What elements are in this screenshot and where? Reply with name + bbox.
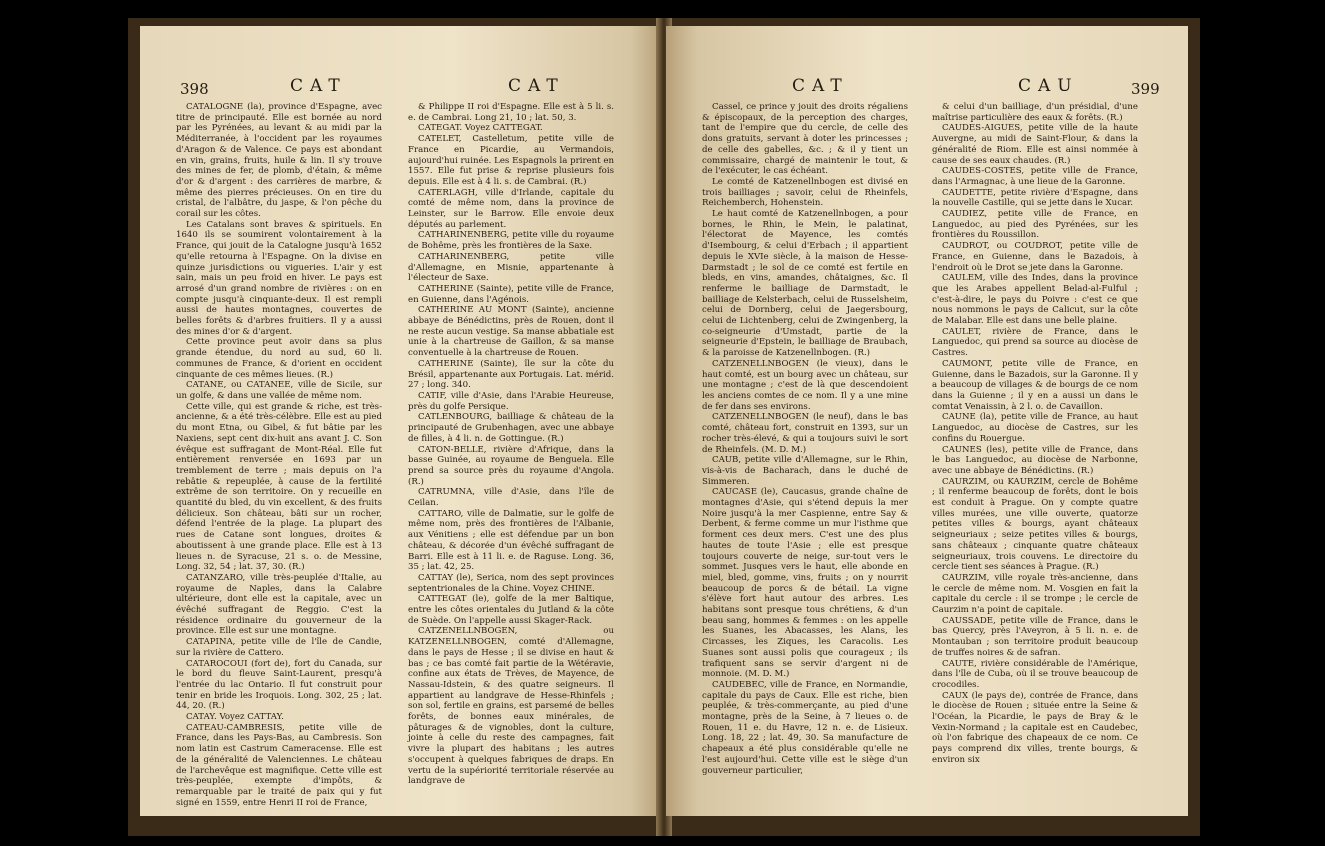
dictionary-entry: CAULEM, ville des Indes, dans la province que les Arabes appellent Belad-al-Fulful ; c'est-à-dire, le pays du Poivre : c'est ce que nous nommons le pays de Calicut, sur la côte de Malabar. Elle est dans une belle plaine. xyxy=(932,273,1138,327)
dictionary-entry: CATRUMNA, ville d'Asie, dans l'île de Ceilan. xyxy=(408,487,614,509)
right-page xyxy=(666,26,1188,816)
open-book xyxy=(128,18,1200,836)
dictionary-entry: CAUDETTE, petite rivière d'Espagne, dans la nouvelle Castille, qui se jette dans le Xucar. xyxy=(932,187,1138,209)
dictionary-entry: CAUDEBEC, ville de France, en Normandie, capitale du pays de Caux. Elle est riche, bien peuplée, & très-commerçante, au pied d'une montagne, près de la Seine, à 7 lieues o. de Rouen, 11 e. du Havre, 12 n. e. de Lisieux. Long. 18, 22 ; lat. 49, 30. Sa manufacture de chapeaux a été plus considérable qu'elle ne l'est aujourd'hui. Cette ville est le siège d'un gouverneur particulier, xyxy=(702,679,908,776)
dictionary-entry: CATTAY (le), Serica, nom des sept provinces septentrionales de la Chine. Voyez CHINE. xyxy=(408,572,614,594)
dictionary-entry: CAURZIM, ville royale très-ancienne, dans le cercle de même nom. M. Vosgien en fait la capitale du cercle : il se trompe ; le cercle de Caurzim n'a point de capitale. xyxy=(932,572,1138,616)
dictionary-entry: CATAY. Voyez CATTAY. xyxy=(186,712,284,723)
left-page xyxy=(140,26,662,816)
dictionary-entry: CATAROCOUI (fort de), fort du Canada, sur le bord du fleuve Saint-Laurent, presqu'à l'entrée du lac Ontario. Il fut construit pour tenir en bride les Iroquois. Long. 302, 25 ; lat. 44, 20. (R.) xyxy=(176,658,382,712)
dictionary-entry: CATANE, ou CATANEE, ville de Sicile, sur un golfe, & dans une vallée de même nom. xyxy=(176,380,382,401)
dictionary-entry: Cette ville, qui est grande & riche, est très-ancienne, & a été très-célèbre. Elle est au pied du mont Etna, ou Gibel, & fut bâtie par les Naxiens, sept cent dix-huit ans avant J. C. Son évêque est suffragant de Mont-Réal. Elle fut entièrement renversée en 1693 par un tremblement de terre ; mais depuis on l'a rebâtie & repeuplée, à cause de la fertilité extrême de son territoire. On y recueille en quantité du bled, du vin excellent, & des fruits délicieux. Son château, bâti sur un rocher, défend l'entrée de la plage. La plupart des rues de Catane sont longues, droites & aboutissent à une grande place. Elle est à 13 lieues n. de Syracuse, 21 s. o. de Messine, Long. 32, 54 ; lat. 37, 30. (R.) xyxy=(176,401,382,573)
running-header-right-2: CAU xyxy=(1018,76,1079,96)
dictionary-entry: CAUX (le pays de), contrée de France, dans le diocèse de Rouen ; située entre la Seine & l'Océan, la Picardie, le pays de Bray & le Vexin-Normand ; la capitale est en Caudebec, où l'on fabrique des chapeaux de ce nom. Ce pays comprend dix villes, trente bourgs, & environ six xyxy=(932,690,1138,765)
dictionary-entry: Les Catalans sont braves & spirituels. En 1640 ils se soumirent volontairement à la France, qui jouit de la Catalogne jusqu'à 1652 qu'elle retourna à l'Espagne. On la divise en quinze jurisdictions ou vigueries. L'air y est sain, mais un peu froid en hiver. Le pays est arrosé d'un grand nombre de rivières : on en compte jusqu'à cinquante-deux. Il est rempli aussi de hautes montagnes, couvertes de belles forêts & d'arbres fruitiers. Il y a aussi des mines d'or & d'argent. xyxy=(176,219,382,337)
dictionary-entry: CAUB, petite ville d'Allemagne, sur le Rhin, vis-à-vis de Bacharach, dans le duché de Simmeren. xyxy=(702,455,908,487)
dictionary-entry: CAUTE, rivière considérable de l'Amérique, dans l'île de Cuba, où il se trouve beaucoup de crocodiles. xyxy=(932,658,1138,690)
page-number-left: 398 xyxy=(180,80,209,98)
dictionary-entry: CAUNE (la), petite ville de France, au haut Languedoc, au diocèse de Castres, sur les confins du Rouergue. xyxy=(932,412,1138,444)
right-page-column-1 xyxy=(702,102,908,776)
dictionary-entry: CATHARINENBERG, petite ville d'Allemagne, en Misnie, appartenante à l'électeur de Saxe. xyxy=(408,251,614,284)
dictionary-entry: CATHERINE AU MONT (Sainte), ancienne abbaye de Bénédictins, près de Rouen, dont il ne reste aucun vestige. Sa manse abbatiale est unie à la chartreuse de Gaillon, & sa manse conventuelle à la chartreuse de Rouen. xyxy=(408,305,614,359)
dictionary-entry: CATTEGAT (le), golfe de la mer Baltique, entre les côtes orientales du Jutland & la côte de Suède. On l'appelle aussi Skager-Rack. xyxy=(408,594,614,626)
dictionary-entry: CATHERINE (Sainte), île sur la côte du Brésil, appartenante aux Portugais. Lat. mérid. 27 ; long. 340. xyxy=(408,358,614,391)
running-header-left-1: CAT xyxy=(290,76,347,96)
dictionary-entry: CAUDIEZ, petite ville de France, en Languedoc, au pied des Pyrénées, sur les frontières du Roussillon. xyxy=(932,209,1138,241)
dictionary-entry: & celui d'un bailliage, d'un présidial, d'une maîtrise particulière des eaux & forêts. (R.) xyxy=(932,102,1138,123)
dictionary-entry: CAUDES-AIGUES, petite ville de la haute Auvergne, au midi de Saint-Flour, & dans la généralité de Riom. Elle est ainsi nommée à cause de ses eaux chaudes. (R.) xyxy=(932,123,1138,166)
dictionary-entry: CATALOGNE (la), province d'Espagne, avec titre de principauté. Elle est bornée au nord par les Pyrénées, au levant & au midi par la Méditerranée, à l'occident par les royaumes d'Aragon & de Valence. Ce pays est abondant en vin, grains, fruits, huile & lin. Il s'y trouve des mines de fer, de plomb, d'étain, & même d'or & d'argent : des carrières de marbre, & même des pierres précieuses. On en tire du cristal, de l'albâtre, du jaspe, & l'on pêche du corail sur les côtes. xyxy=(176,102,382,220)
page-number-right: 399 xyxy=(1131,80,1160,98)
dictionary-entry: CATZENELLNBOGEN (le vieux), dans le haut comté, est un bourg avec un château, sur une montagne ; c'est de là que descendoient les anciens comtes de ce nom. Il y a une mine de fer dans ses environs. xyxy=(702,358,908,412)
dictionary-entry: Le comté de Katzenellnbogen est divisé en trois bailliages ; savoir, celui de Rheinfels, Reichemberch, Hohenstein. xyxy=(702,176,908,209)
dictionary-entry: Cassel, ce prince y jouit des droits régaliens & épiscopaux, de la perception des charges, tant de l'empire que du cercle, de celle des dons gratuits, servant à doter les princesses ; de celle des gabelles, &c. ; & il y tient un commissaire, chargé de maintenir le tout, & de l'exécuter, le cas échéant. xyxy=(702,102,908,177)
dictionary-entry: CATAPINA, petite ville de l'île de Candie, sur la rivière de Cattero. xyxy=(176,637,382,658)
dictionary-entry: CATZENELLNBOGEN, ou KATZENELLNBOGEN, comté d'Allemagne, dans le pays de Hesse ; il se divise en haut & bas ; ce bas comté fait partie de la Wétéravie, confine aux états de Trèves, de Mayence, de Nassau-Idstein, & des quatre seigneurs. Il appartient au landgrave de Hesse-Rhinfels ; son sol, fertile en grains, est parsemé de belles forêts, de bonnes eaux minérales, de pâturages & de vignobles, dont la culture, jointe à celle du reste des campagnes, fait vivre la plupart des habitans ; les autres s'occupent à quelques fabriques de draps. En vertu de la supériorité territoriale réservée au landgrave de xyxy=(408,626,614,787)
dictionary-entry: CAUDROT, ou COUDROT, petite ville de France, en Guienne, dans le Bazadois, à l'endroit où le Drot se jete dans la Garonne. xyxy=(932,241,1138,273)
dictionary-entry: CATEGAT. Voyez CATTEGAT. xyxy=(418,123,543,134)
dictionary-entry: CAURZIM, ou KAURZIM, cercle de Bohême ; il renferme beaucoup de forêts, dont le bois est conduit à Prague. On y compte quatre villes murées, une ville ouverte, quatorze petites villes & bourgs, ayant châteaux seigneuriaux ; seize petites villes & bourgs, sans châteaux ; cinquante quatre châteaux seigneuriaux, trois couvens. Le directoire du cercle tient ses séances à Prague. (R.) xyxy=(932,476,1138,573)
left-page-column-1 xyxy=(176,102,382,808)
dictionary-entry: CAUMONT, petite ville de France, en Guienne, dans le Bazadois, sur la Garonne. Il y a beaucoup de villages & de bourgs de ce nom dans la Guienne ; il y en a aussi un dans le comtat Venaissin, à 2 l. o. de Cavaillon. xyxy=(932,358,1138,412)
dictionary-entry: CATERLAGH, ville d'Irlande, capitale du comté de même nom, dans la province de Leinster, sur le Barrow. Elle envoie deux députés au parlement. xyxy=(408,187,614,230)
dictionary-entry: CATHERINE (Sainte), petite ville de France, en Guienne, dans l'Agénois. xyxy=(408,283,614,305)
dictionary-entry: CATTARO, ville de Dalmatie, sur le golfe de même nom, près des frontières de l'Albanie, aux Vénitiens ; elle est défendue par un bon château, & décorée d'un évêché suffragant de Barri. Elle est à 11 li. e. de Raguse. Long. 36, 35 ; lat. 42, 25. xyxy=(408,508,614,573)
dictionary-entry: CAUNES (les), petite ville de France, dans le bas Languedoc, au diocèse de Narbonne, avec une abbaye de Bénédictins. (R.) xyxy=(932,444,1138,476)
dictionary-entry: CATLENBOURG, bailliage & château de la principauté de Grubenhagen, avec une abbaye de filles, à 4 li. n. de Gottingue. (R.) xyxy=(408,412,614,444)
dictionary-entry: Le haut comté de Katzenellnbogen, a pour bornes, le Rhin, le Mein, le palatinat, l'électorat de Mayence, les comtés d'Isembourg, & celui d'Erbach ; il appartient depuis le XVIe siècle, à la maison de Hesse-Darmstadt ; le sol de ce comté est fertile en bleds, en vins, amandes, châtaignes, &c. Il renferme le bailliage de Darmstadt, le bailliage de Kelsterbach, celui de Russelsheim, celui de Dornberg, celui de Jaegersbourg, celui de Lichtenberg, celui de Zwingenberg, la co-seigneurie d'Umstadt, partie de la seigneurie d'Epstein, le bailliage de Braubach, & la paroisse de Katzenellnbogen. (R.) xyxy=(702,209,908,359)
running-header-left-2: CAT xyxy=(508,76,565,96)
dictionary-entry: CAULET, rivière de France, dans le Languedoc, qui prend sa source au diocèse de Castres. xyxy=(932,326,1138,359)
dictionary-entry: CAUCASE (le), Caucasus, grande chaîne de montagnes d'Asie, qui s'étend depuis la mer Noire jusqu'à la mer Caspienne, entre Say & Derbent, & ferme comme un mur l'isthme que forment ces deux mers. C'est une des plus hautes de toute l'Asie ; elle est presque toujours couverte de neige, sur-tout vers le sommet. Jusques vers le haut, elle abonde en miel, bled, gomme, vins, fruits ; on y nourrit beaucoup de porcs & de bétail. La vigne s'élève fort haut autour des arbres. Les habitans sont presque tous chrétiens, & d'un beau sang, hommes & femmes : on les appelle les Suanes, les Abacasses, les Alans, les Circasses, les Ziques, les Caracolis. Les Suanes sont aussi polis que courageux ; ils trafiquent sans se servir d'argent ni de monnoie. (M. D. M.) xyxy=(702,487,908,680)
right-page-column-2 xyxy=(932,102,1138,766)
dictionary-entry: CATIF, ville d'Asie, dans l'Arabie Heureuse, près du golfe Persique. xyxy=(408,390,614,412)
dictionary-entry: Cette province peut avoir dans sa plus grande étendue, du nord au sud, 60 li. communes de France, & d'orient en occident cinquante de ces mêmes lieues. (R.) xyxy=(176,337,382,380)
dictionary-entry: & Philippe II roi d'Espagne. Elle est à 5 li. s. e. de Cambrai. Long 21, 10 ; lat. 50, 3. xyxy=(408,102,614,123)
dictionary-entry: CATZENELLNBOGEN (le neuf), dans le bas comté, château fort, construit en 1393, sur un rocher très-élevé, & qui a toujours suivi le sort de Rheinfels. (M. D. M.) xyxy=(702,412,908,455)
left-page-column-2 xyxy=(408,102,614,787)
dictionary-entry: CAUDES-COSTES, petite ville de France, dans l'Armagnac, à une lieue de la Garonne. xyxy=(932,166,1138,187)
dictionary-entry: CATHARINENBERG, petite ville du royaume de Bohême, près les frontières de la Saxe. xyxy=(408,230,614,252)
dictionary-entry: CATON-BELLE, rivière d'Afrique, dans la basse Guinée, au royaume de Benguela. Elle prend sa source près du royaume d'Angola. (R.) xyxy=(408,444,614,487)
dictionary-entry: CATELET, Castelletum, petite ville de France en Picardie, au Vermandois, aujourd'hui ruinée. Les Espagnols la prirent en 1557. Elle fut prise & reprise plusieurs fois depuis. Elle est à 4 li. s. de Cambrai. (R.) xyxy=(408,134,614,187)
dictionary-entry: CATANZARO, ville très-peuplée d'Italie, au royaume de Naples, dans la Calabre ultérieure, dont elle est la capitale, avec un évêché suffragant de Reggio. C'est la résidence ordinaire du gouverneur de la province. Elle est sur une montagne. xyxy=(176,572,382,637)
dictionary-entry: CAUSSADE, petite ville de France, dans le bas Quercy, près l'Aveyron, à 5 li. n. e. de Montauban ; son territoire produit beaucoup de truffes noires & de safran. xyxy=(932,615,1138,658)
dictionary-entry: CATEAU-CAMBRESIS, petite ville de France, dans les Pays-Bas, au Cambresis. Son nom latin est Castrum Cameracense. Elle est de la généralité de Valenciennes. Le château de l'archevêque est magnifique. Cette ville est très-peuplée, exempte d'impôts, & remarquable par le traité de paix qui y fut signé en 1559, entre Henri II roi de France, xyxy=(176,722,382,808)
running-header-right-1: CAT xyxy=(792,76,849,96)
